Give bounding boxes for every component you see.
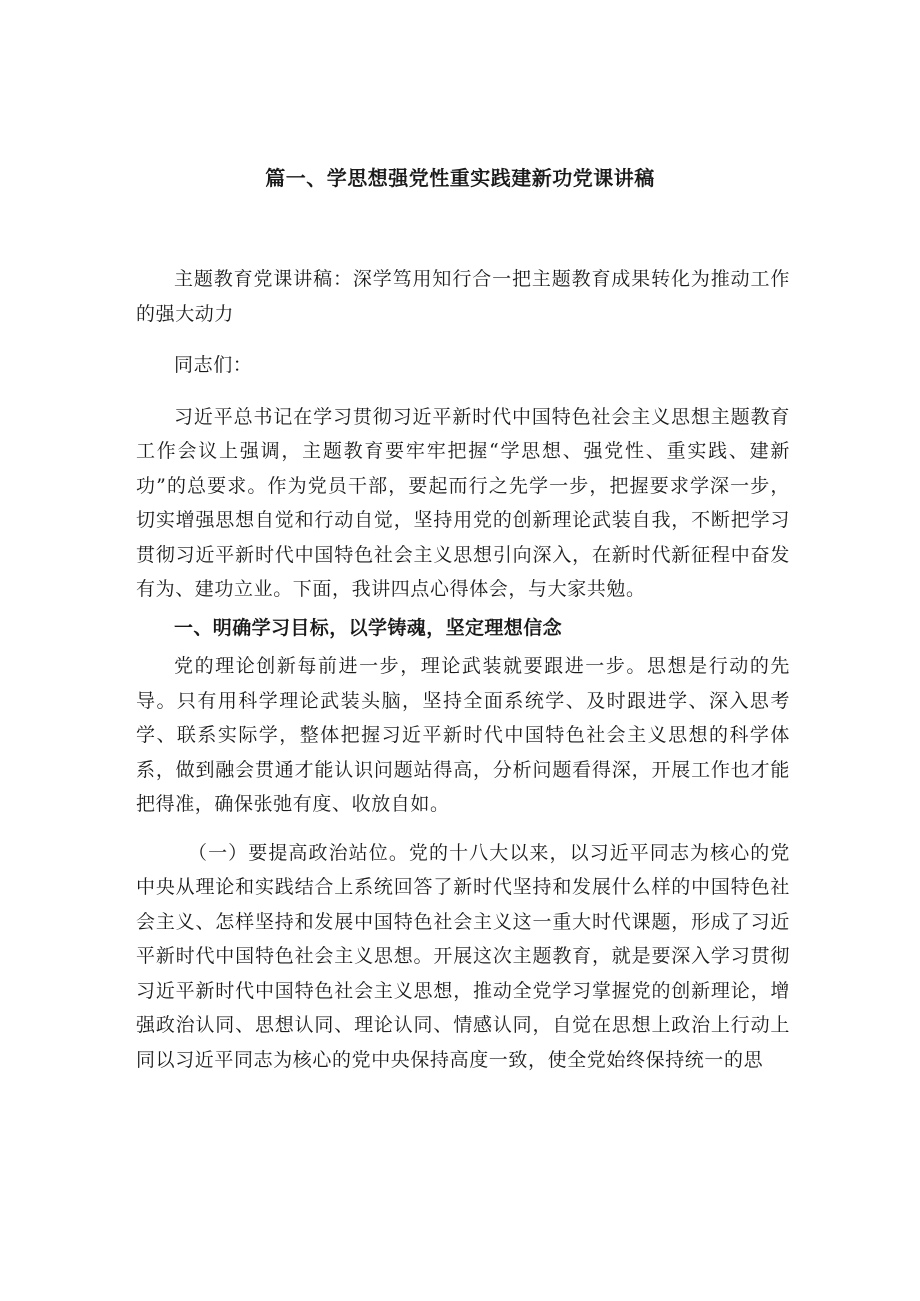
greeting-paragraph: 同志们： <box>174 354 253 376</box>
section-heading: 一、明确学习目标，以学铸魂，坚定理想信念 <box>174 616 563 639</box>
document-body <box>136 262 790 1077</box>
document-title: 篇一、学思想强党性重实践建新功党课讲稿 <box>265 166 655 190</box>
subsection-paragraph: （一）要提高政治站位。党的十八大以来，以习近平同志为核心的党中央从理论和实践结合上系统回答了新时代坚持和发展什么样的中国特色社会主义、怎样坚持和发展中国特色社会主义这一重大时代课题，形成了习近平新时代中国特色社会主义思想。开展这次主题教育，就是要深入学习贯彻习近平新时代中国特色社会主义思想，推动全党学习掌握党的创新理论，增强政治认同、思想认同、理论认同、情感认同，自觉在思想上政治上行动上同以习近平同志为核心的党中央保持高度一致，使全党始终保持统一的思 <box>136 841 790 1071</box>
subtitle-paragraph: 主题教育党课讲稿：深学笃用知行合一把主题教育成果转化为推动工作的强大动力 <box>136 268 790 325</box>
intro-paragraph: 习近平总书记在学习贯彻习近平新时代中国特色社会主义思想主题教育工作会议上强调，主题教育要牢牢把握“学思想、强党性、重实践、建新功”的总要求。作为党员干部，要起而行之先学一步，把握要求学深一步，切实增强思想自觉和行动自觉，坚持用党的创新理论武装自我，不断把学习贯彻习近平新时代中国特色社会主义思想引向深入，在新时代新征程中奋发有为、建功立业。下面，我讲四点心得体会，与大家共勉。 <box>136 405 790 600</box>
section-body-paragraph: 党的理论创新每前进一步，理论武装就要跟进一步。思想是行动的先导。只有用科学理论武装头脑，坚持全面系统学、及时跟进学、深入思考学、联系实际学，整体把握习近平新时代中国特色社会主义思想的科学体系，做到融会贯通才能认识问题站得高，分析问题看得深，开展工作也才能把得准，确保张弛有度、收放自如。 <box>136 655 790 815</box>
